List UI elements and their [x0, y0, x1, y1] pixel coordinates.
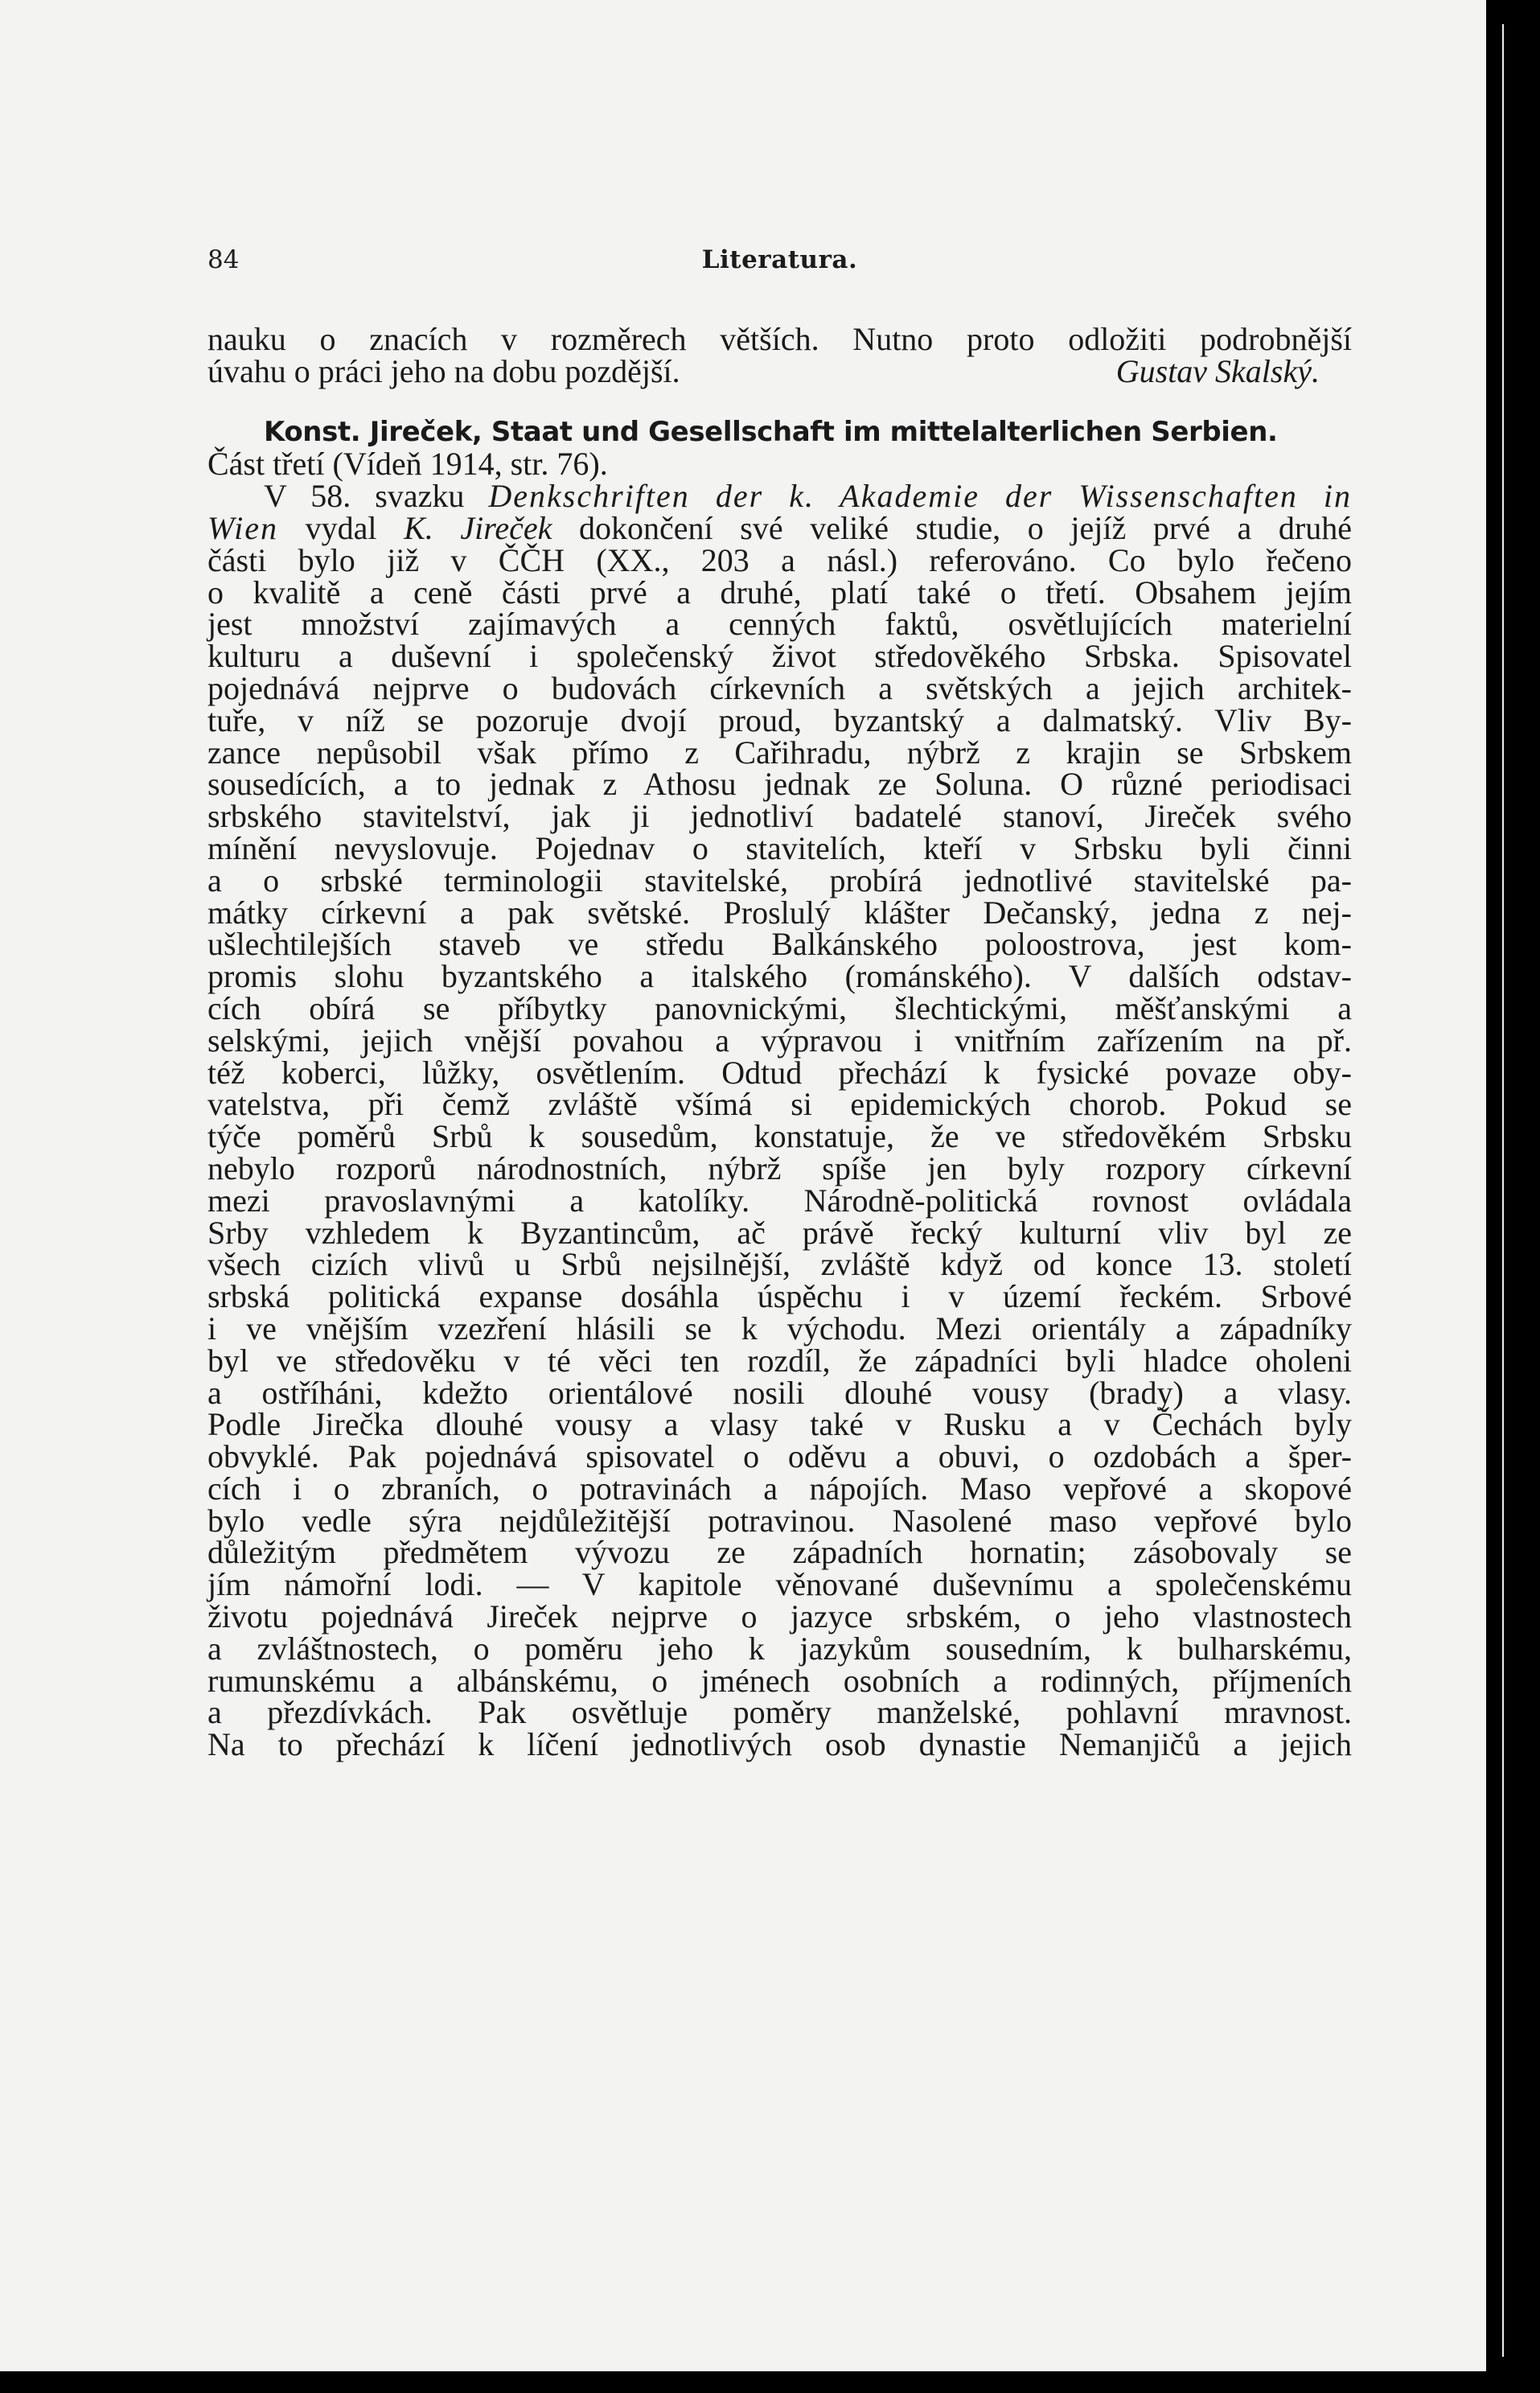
- page-number: 84: [207, 245, 240, 274]
- text-line: tuře, v níž se pozoruje dvojí proud, byzantský a dalmatský. Vliv By-: [207, 701, 1352, 738]
- text-line: jím námořní lodi. — V kapitole věnované duševnímu a společenskému: [207, 1566, 1352, 1603]
- text-line: sousedících, a to jednak z Athosu jednak ze Soluna. O různé periodisaci: [207, 766, 1352, 803]
- text-line: bylo vedle sýra nejdůležitější potravinou. Nasolené maso vepřové bylo: [207, 1502, 1352, 1539]
- text-line: promis slohu byzantského a italského (románského). V dalších odstav-: [207, 958, 1352, 995]
- text-line: životu pojednává Jireček nejprve o jazyce srbském, o jeho vlastnostech: [207, 1598, 1352, 1635]
- text-line: mezi pravoslavnými a katolíky. Národně-politická rovnost ovládala: [207, 1182, 1352, 1219]
- text-line: mínění nevyslovuje. Pojednav o stavitelích, kteří v Srbsku byli činni: [207, 829, 1352, 866]
- scan-border-bottom: [0, 2371, 1540, 2393]
- review-heading-title: Konst. Jireček, Staat und Gesellschaft im mittelalterlichen Serbien.: [264, 415, 1278, 448]
- text-line: Srby vzhledem k Byzantincům, ač právě řecký kulturní vliv byl ze: [207, 1214, 1352, 1251]
- text-fragment: vydal: [305, 509, 377, 546]
- text-line: a o srbské terminologii stavitelské, probírá jednotlivé stavitelské pa-: [207, 861, 1352, 898]
- text-line: jest množství zajímavých a cenných faktů, osvětlujících materielní: [207, 606, 1352, 643]
- scan-border-right: [1486, 0, 1540, 2393]
- text-line: [207, 352, 1352, 389]
- text-line: pojednává nejprve o budovách církevních a světských a jejich architek-: [207, 669, 1352, 706]
- text-line: byl ve středověku v té věci ten rozdíl, že západníci byli hladce oholeni: [207, 1342, 1352, 1379]
- text-line: kulturu a duševní i společenský život středověkého Srbska. Spisovatel: [207, 638, 1352, 675]
- text-line: mátky církevní a pak světské. Proslulý klášter Dečanský, jedna z nej-: [207, 894, 1352, 931]
- text-line: i ve vnějším vzezření hlásili se k východu. Mezi orientály a západníky: [207, 1310, 1352, 1347]
- text-line: a ostříháni, kdežto orientálové nosili dlouhé vousy (brady) a vlasy.: [207, 1374, 1352, 1411]
- review-heading: [207, 417, 1352, 449]
- series-title: Denkschriften der k. Akademie der Wissenschaften in: [488, 478, 1352, 515]
- text-line: důležitým předmětem vývozu ze západních hornatin; zásobovaly se: [207, 1534, 1352, 1571]
- series-title-end: Wien: [207, 509, 278, 546]
- text-line: a přezdívkách. Pak osvětluje poměry manželské, pohlavní mravnost.: [207, 1694, 1352, 1731]
- text-line: nebylo rozporů národnostních, nýbrž spíše jen byly rozpory církevní: [207, 1149, 1352, 1186]
- text-line: vatelstva, při čemž zvláště všímá si epidemických chorob. Pokud se: [207, 1086, 1352, 1123]
- text-line: selskými, jejich vnější povahou a výpravou i vnitřním zařízením na př.: [207, 1022, 1352, 1059]
- scan-edge-line: [1502, 24, 1504, 2357]
- review-part-info: Část třetí (Vídeň 1914, str. 76).: [207, 446, 608, 483]
- page-text: [207, 323, 1352, 1761]
- text-line: [207, 478, 1352, 515]
- text-line: srbská politická expanse dosáhla úspěchu i v území řeckém. Srbové: [207, 1278, 1352, 1315]
- text-line: [207, 509, 1352, 546]
- page-header: [207, 245, 1352, 286]
- text-line: cích i o zbraních, o potravinách a nápojích. Maso vepřové a skopové: [207, 1470, 1352, 1507]
- text-line: též koberci, lůžky, osvětlením. Odtud přechází k fysické povaze oby-: [207, 1054, 1352, 1091]
- text-line: Podle Jirečka dlouhé vousy a vlasy také v Rusku a v Čechách byly: [207, 1406, 1352, 1443]
- author-name: K. Jireček: [404, 509, 552, 546]
- text-line: týče poměrů Srbů k sousedům, konstatuje, že ve středověkém Srbsku: [207, 1118, 1352, 1155]
- section-gap: [207, 388, 1352, 417]
- text-line: o kvalitě a ceně části prvé a druhé, platí také o třetí. Obsahem jejím: [207, 574, 1352, 611]
- text-fragment: úvahu o práci jeho na dobu pozdější.: [207, 352, 680, 389]
- text-fragment: V 58. svazku: [264, 478, 465, 515]
- text-line: zance nepůsobil však přímo z Cařihradu, nýbrž z krajin se Srbskem: [207, 734, 1352, 771]
- text-line: Na to přechází k líčení jednotlivých osob dynastie Nemanjičů a jejich: [207, 1726, 1352, 1763]
- text-line: obvyklé. Pak pojednává spisovatel o oděvu a obuvi, o ozdobách a šper-: [207, 1438, 1352, 1475]
- signature: Gustav Skalský.: [1115, 352, 1320, 389]
- text-line: všech cizích vlivů u Srbů nejsilnější, zvláště když od konce 13. století: [207, 1246, 1352, 1283]
- text-line: nauku o znacích v rozměrech větších. Nutno proto odložiti podrobnější: [207, 321, 1352, 357]
- text-line: rumunskému a albánskému, o jménech osobních a rodinných, příjmeních: [207, 1662, 1352, 1699]
- text-line: cích obírá se příbytky panovnickými, šlechtickými, měšťanskými a: [207, 989, 1352, 1026]
- text-line: srbského stavitelství, jak ji jednotliví badatelé stanoví, Jireček svého: [207, 798, 1352, 835]
- running-title: Literatura.: [701, 245, 858, 274]
- text-line: a zvláštnostech, o poměru jeho k jazykům sousedním, k bulharskému,: [207, 1630, 1352, 1667]
- text-fragment: dokončení své veliké studie, o jejíž prvé a druhé: [579, 509, 1352, 546]
- text-line: části bylo již v ČČH (XX., 203 a násl.) referováno. Co bylo řečeno: [207, 541, 1352, 578]
- text-line: ušlechtilejších staveb ve středu Balkánského poloostrova, jest kom-: [207, 926, 1352, 963]
